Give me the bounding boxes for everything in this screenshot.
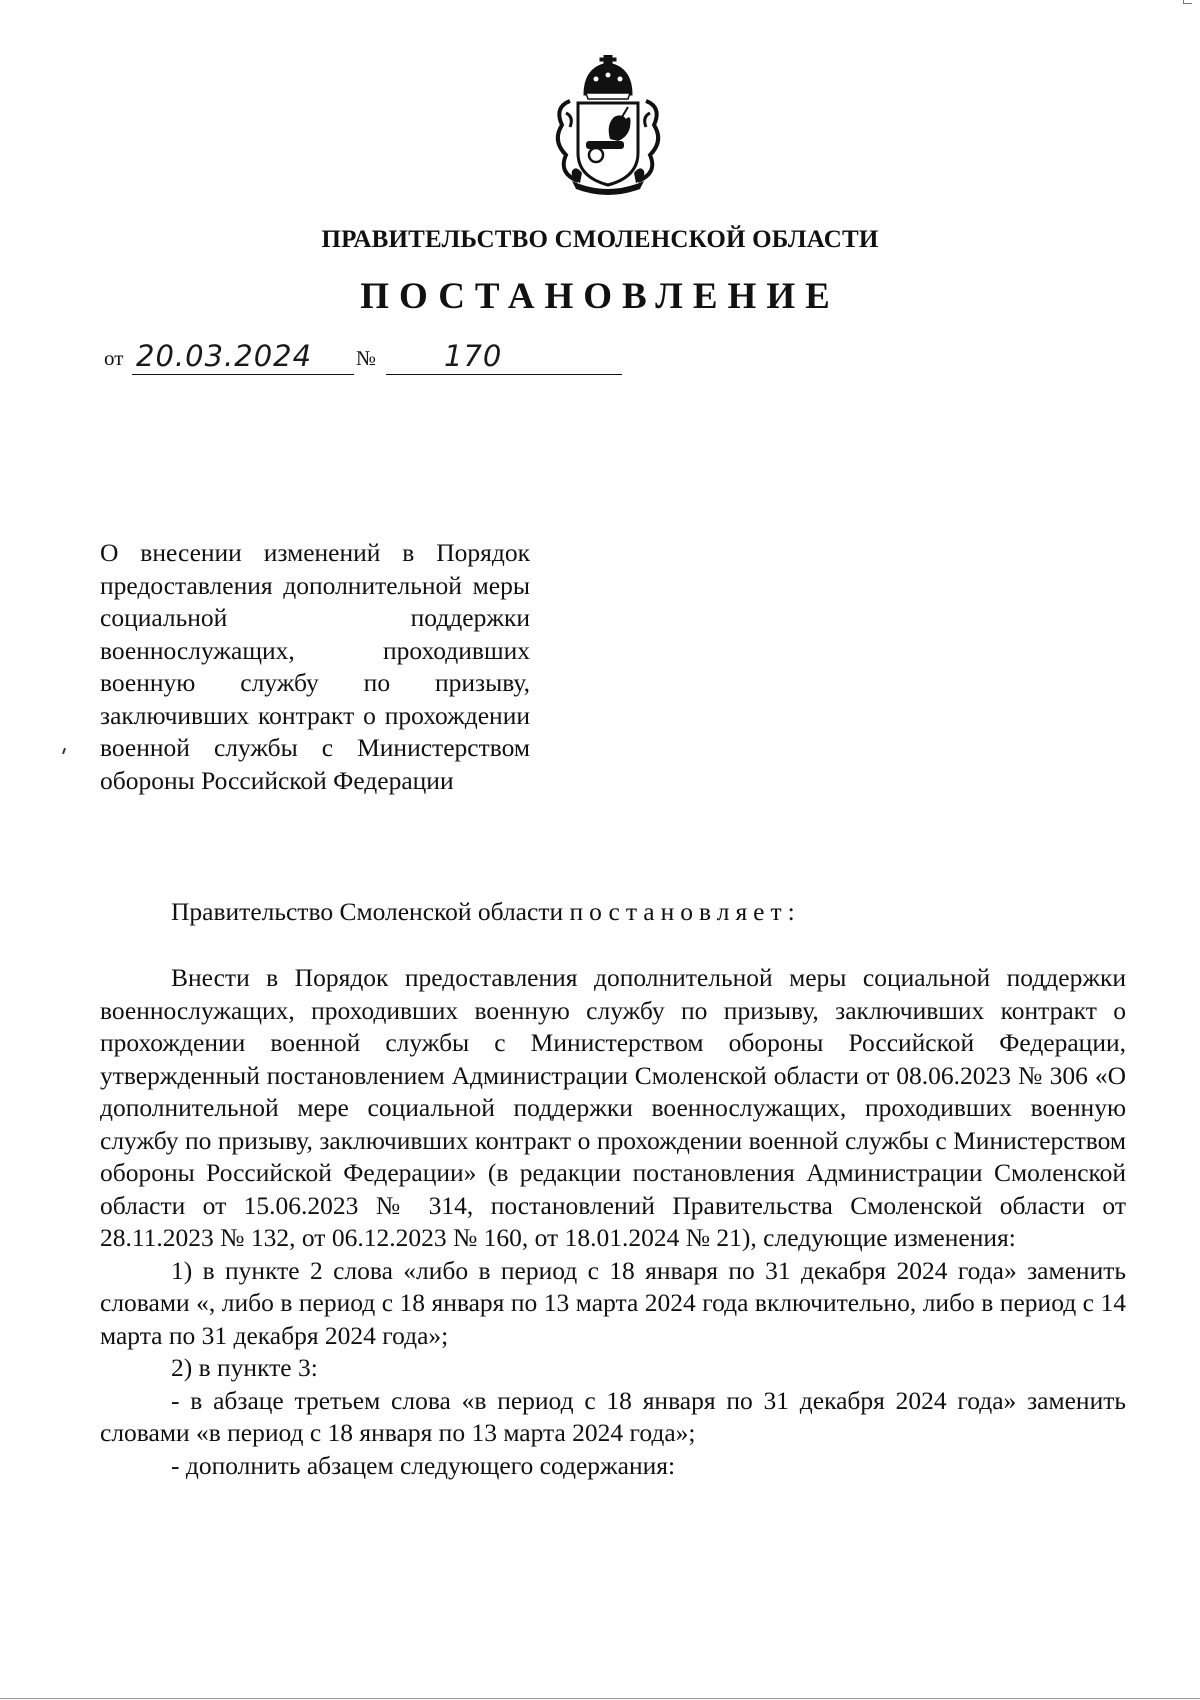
document-body (100, 962, 1126, 1482)
number-field (386, 339, 622, 375)
body-paragraph: - дополнить абзацем следующего содержания: (171, 1450, 676, 1480)
decree-spaced-word: постановляет: (569, 897, 801, 926)
date-prefix-label: от (104, 346, 124, 370)
organization-name: ПРАВИТЕЛЬСТВО СМОЛЕНСКОЙ ОБЛАСТИ (321, 226, 879, 253)
decree-line (171, 896, 1071, 929)
number-label: № (356, 346, 377, 370)
body-paragraph: 1) в пункте 2 слова «либо в период с 18 января по 31 декабря 2024 года» заменить словами «, либо в период с 18 января по 13 марта 2024 года включительно, либо в период с 14 марта по 31 декабря 2024 года»; (100, 1255, 1126, 1350)
body-paragraph: - в абзаце третьем слова «в период с 18 января по 31 декабря 2024 года» заменить словами «в период с 18 января по 13 марта 2024 года»; (100, 1385, 1126, 1447)
crown-icon (584, 55, 632, 99)
date-number-line (104, 339, 524, 378)
body-paragraph: 2) в пункте 3: (171, 1353, 318, 1382)
decree-text: Правительство Смоленской области (171, 897, 564, 926)
handwritten-number: 170 (444, 339, 503, 373)
shield-icon (578, 103, 638, 185)
scan-artifact (62, 748, 66, 754)
handwritten-date: 20.03.2024 (136, 339, 313, 373)
document-type-title: ПОСТАНОВЛЕНИЕ (360, 276, 840, 317)
coat-of-arms-icon (548, 55, 668, 195)
date-field (132, 339, 354, 375)
body-paragraph: Внести в Порядок предоставления дополнительной меры социальной поддержки военнослужащих, проходивших военную службу по призыву, заключивших контракт о прохождении военной службы с Министерством обороны Российской Федерации, утвержденный постановлением Администрации Смоленской области от 08.06.2023 № 306 «О дополнительной мере социальной поддержки военнослужащих, проходивших военную службу по призыву, заключивших контракт о прохождении военной службы с Министерством обороны Российской Федерации» (в редакции постановления Администрации Смоленской области от 15.06.2023 № 314, постановлений Правительства Смоленской области от 28.11.2023 № 132, от 06.12.2023 № 160, от 18.01.2024 № 21), следующие изменения: (100, 963, 1126, 1252)
scan-corner-mark (1183, 0, 1192, 4)
document-subject: О внесении изменений в Порядок предоставления дополнительной меры социальной поддержки военнослужащих, проходивших военную службу по призыву, заключивших контракт о прохождении военной службы с Министерством обороны Российской Федерации (100, 538, 530, 795)
page-bottom-edge (0, 1698, 1200, 1699)
